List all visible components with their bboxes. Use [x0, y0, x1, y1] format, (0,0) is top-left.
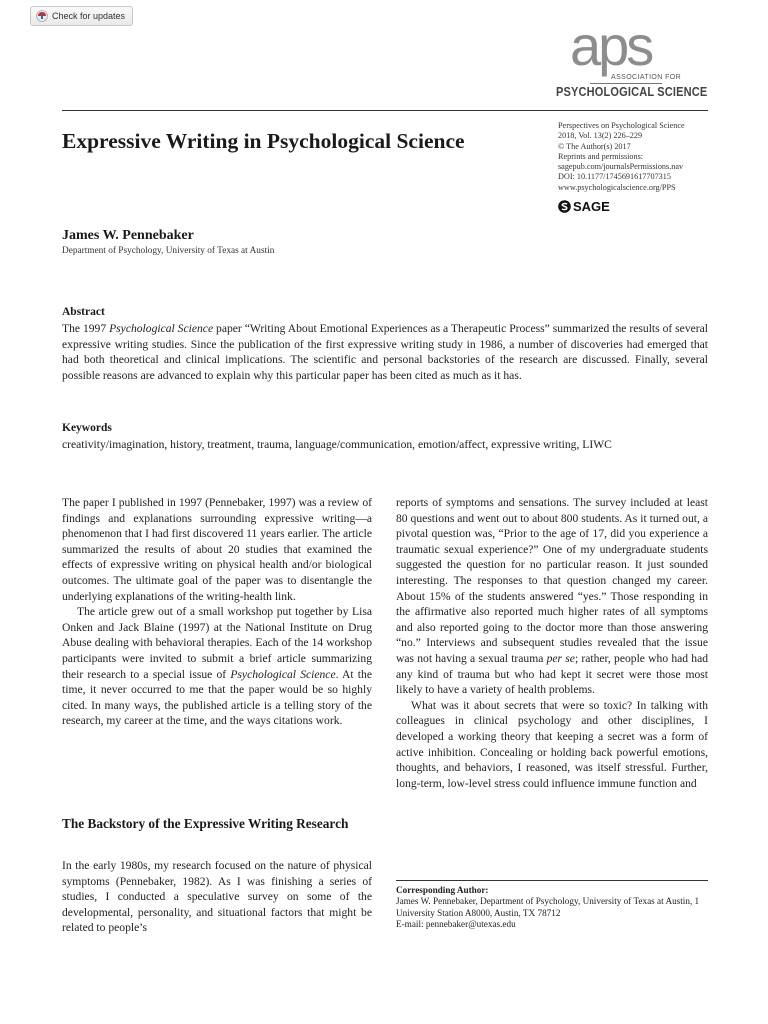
body-left-column	[62, 495, 372, 729]
crossmark-icon	[36, 10, 48, 22]
abstract-text	[62, 321, 708, 384]
body-paragraph: The paper I published in 1997 (Pennebaker, 1997) was a review of findings and explanations surrounding expressive writing—a phenomenon that I had first discovered 11 years earlier. The article summarized the results of about 20 studies that examined the effects of expressive writing on physical health and/or biological outcomes. The ultimate goal of the paper was to disentangle the underlying explanations of the writing-health link.	[62, 496, 373, 603]
aps-logo-word: aps	[570, 14, 652, 77]
article-title: Expressive Writing in Psychological Science	[62, 129, 465, 153]
body-paragraph	[396, 495, 708, 698]
body-text-part: The article grew out of a small workshop put together by Lisa Onken and Jack Blaine (1997) at the National Institute on Drug Abuse dealing with behavioral therapies. Each of the 14 workshop participants were invited to submit a brief article summarizing their research to a special issue of	[62, 605, 372, 681]
body-italic-term: per se	[546, 651, 575, 665]
corresponding-author-email[interactable]: E-mail: pennebaker@utexas.edu	[396, 918, 516, 929]
sage-s-icon	[558, 200, 571, 213]
check-for-updates-button[interactable]	[30, 6, 133, 26]
abstract-heading: Abstract	[62, 306, 105, 318]
keywords-heading: Keywords	[62, 422, 112, 434]
body-text-part: reports of symptoms and sensations. The survey included at least 80 questions and went out to about 800 students. As it turned out, a pivotal question was, “Prior to the age of 17, did you experience a traumatic sexual experience?” One of my undergraduate students suggested the question for no particular reason. It just sounded interesting. The responses to that question changed my career. About 15% of the students answered “yes.” Those responding in the affirmative also reported much higher rates of all symptoms and also reported going to the doctor more than those answering “no.” Interviews and subsequent studies revealed that the issue was not having a sexual trauma	[396, 496, 708, 665]
body-left-column-lower	[62, 858, 372, 936]
copyright: © The Author(s) 2017	[558, 141, 631, 151]
section-heading: The Backstory of the Expressive Writing Research	[62, 816, 349, 831]
author-name: James W. Pennebaker	[62, 228, 194, 243]
body-text-part: ; rather, people who had had any kind of trauma but who had kept it secret were those most likely to have a variety of health problems.	[396, 651, 709, 697]
journal-website-link[interactable]: www.psychologicalscience.org/PPS	[558, 182, 676, 192]
corresponding-author-block	[396, 885, 708, 930]
keywords-text: creativity/imagination, history, treatment, trauma, language/communication, emotion/affect, expressive writing, LIWC	[62, 438, 612, 451]
body-paragraph: What was it about secrets that were so toxic? In talking with colleagues in clinical psychology and other disciplines, I developed a working theory that keeping a secret was a form of active inhibition. Concealing or holding back powerful emotions, thoughts, and behaviors, I reasoned, was itself stressful. Further, long-term, low-level stress could influence immune function and	[396, 698, 708, 790]
corresponding-author-rule	[396, 880, 708, 881]
author-affiliation: Department of Psychology, University of Texas at Austin	[62, 246, 275, 256]
body-text-part: . At the time, it never occurred to me that the paper would be so highly cited. In many ways, the published article is a telling story of the research, my career at the time, and the ways citations work.	[62, 667, 372, 728]
corresponding-author-label: Corresponding Author:	[396, 885, 489, 895]
check-for-updates-label: Check for updates	[52, 11, 126, 21]
body-right-column	[396, 495, 708, 791]
abstract-text-part: paper “Writing About Emotional Experiences as a Therapeutic Process” summarized the results of several expressive writing studies. Since the publication of the first expressive writing study in 1986, a number of discoveries had emerged that had both theoretical and clinical implications. The scientific and personal backstories of the research are discussed. Finally, several possible reasons are advanced to explain why this particular paper has been cited as much as it has.	[62, 322, 708, 383]
reprints-link[interactable]: sagepub.com/journalsPermissions.nav	[558, 162, 684, 172]
abstract-text-part: The 1997	[62, 322, 110, 335]
aps-logo-association: ASSOCIATION FOR	[611, 74, 682, 81]
body-paragraph	[62, 604, 372, 729]
corresponding-author-address: James W. Pennebaker, Department of Psychology, University of Texas at Austin, 1 University Station A8000, Austin, TX 78712	[396, 896, 700, 918]
reprints-label: Reprints and permissions:	[558, 151, 644, 161]
sage-wordmark: SAGE	[573, 199, 610, 214]
journal-volume: 2018, Vol. 13(2) 226–229	[558, 131, 643, 141]
sage-logo	[558, 199, 610, 214]
abstract-journal-name: Psychological Science	[109, 322, 214, 335]
aps-logo-divider	[590, 83, 662, 84]
journal-name: Perspectives on Psychological Science	[558, 121, 685, 130]
body-paragraph: In the early 1980s, my research focused on the nature of physical symptoms (Pennebaker, 1982). As I was finishing a series of studies, I conducted a speculative survey on some of the developmental, personality, and situational factors that might be related to people’s	[62, 859, 372, 935]
body-journal-name: Psychological Science	[230, 667, 336, 681]
doi-link[interactable]: DOI: 10.1177/1745691617707315	[558, 172, 671, 182]
journal-metadata	[558, 121, 748, 193]
aps-logo-psychological-science: PSYCHOLOGICAL SCIENCE	[556, 85, 708, 99]
header-rule	[62, 110, 708, 111]
